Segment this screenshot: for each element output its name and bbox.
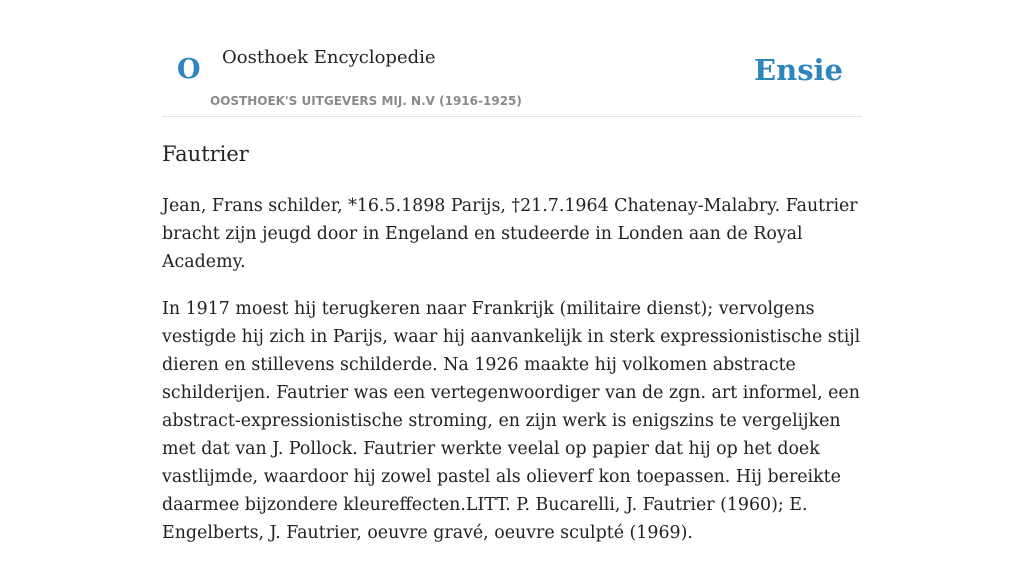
article-paragraph: Jean, Frans schilder, *16.5.1898 Parijs, †21.7.1964 Chatenay-Malabry. Fautrier bracht zijn jeugd door in Engeland en studeerde in Londen aan de Royal Academy. (162, 196, 858, 272)
article-body (162, 192, 862, 566)
source-logo-icon[interactable]: O (177, 54, 201, 85)
article-paragraph: In 1917 moest hij terugkeren naar Frankrijk (militaire dienst); vervolgens vestigde hij zich in Parijs, waar hij aanvankelijk in sterk expressionistische stijl dieren en stillevens schilderde. Na 1926 maakte hij volkomen abstracte schilderijen. Fautrier was een vertegenwoordiger van de zgn. art informel, een abstract-expressionistische stroming, en zijn werk is enigszins te vergelijken met dat van J. Pollock. Fautrier werkte veelal op papier dat hij op het doek vastlijmde, waardoor hij zowel pastel als olieverf kon toepassen. Hij bereikte daarmee bijzondere kleureffecten.LITT. P. Bucarelli, J. Fautrier (1960); E. Engelberts, J. Fautrier, oeuvre gravé, oeuvre sculpté (1969). (162, 299, 861, 543)
source-title[interactable]: Oosthoek Encyclopedie (222, 47, 436, 68)
article-title: Fautrier (162, 142, 249, 166)
source-subtitle: OOSTHOEK'S UITGEVERS MIJ. N.V (1916-1925) (210, 94, 522, 108)
brand-logo-link[interactable]: Ensie (754, 53, 843, 87)
header (162, 0, 862, 117)
